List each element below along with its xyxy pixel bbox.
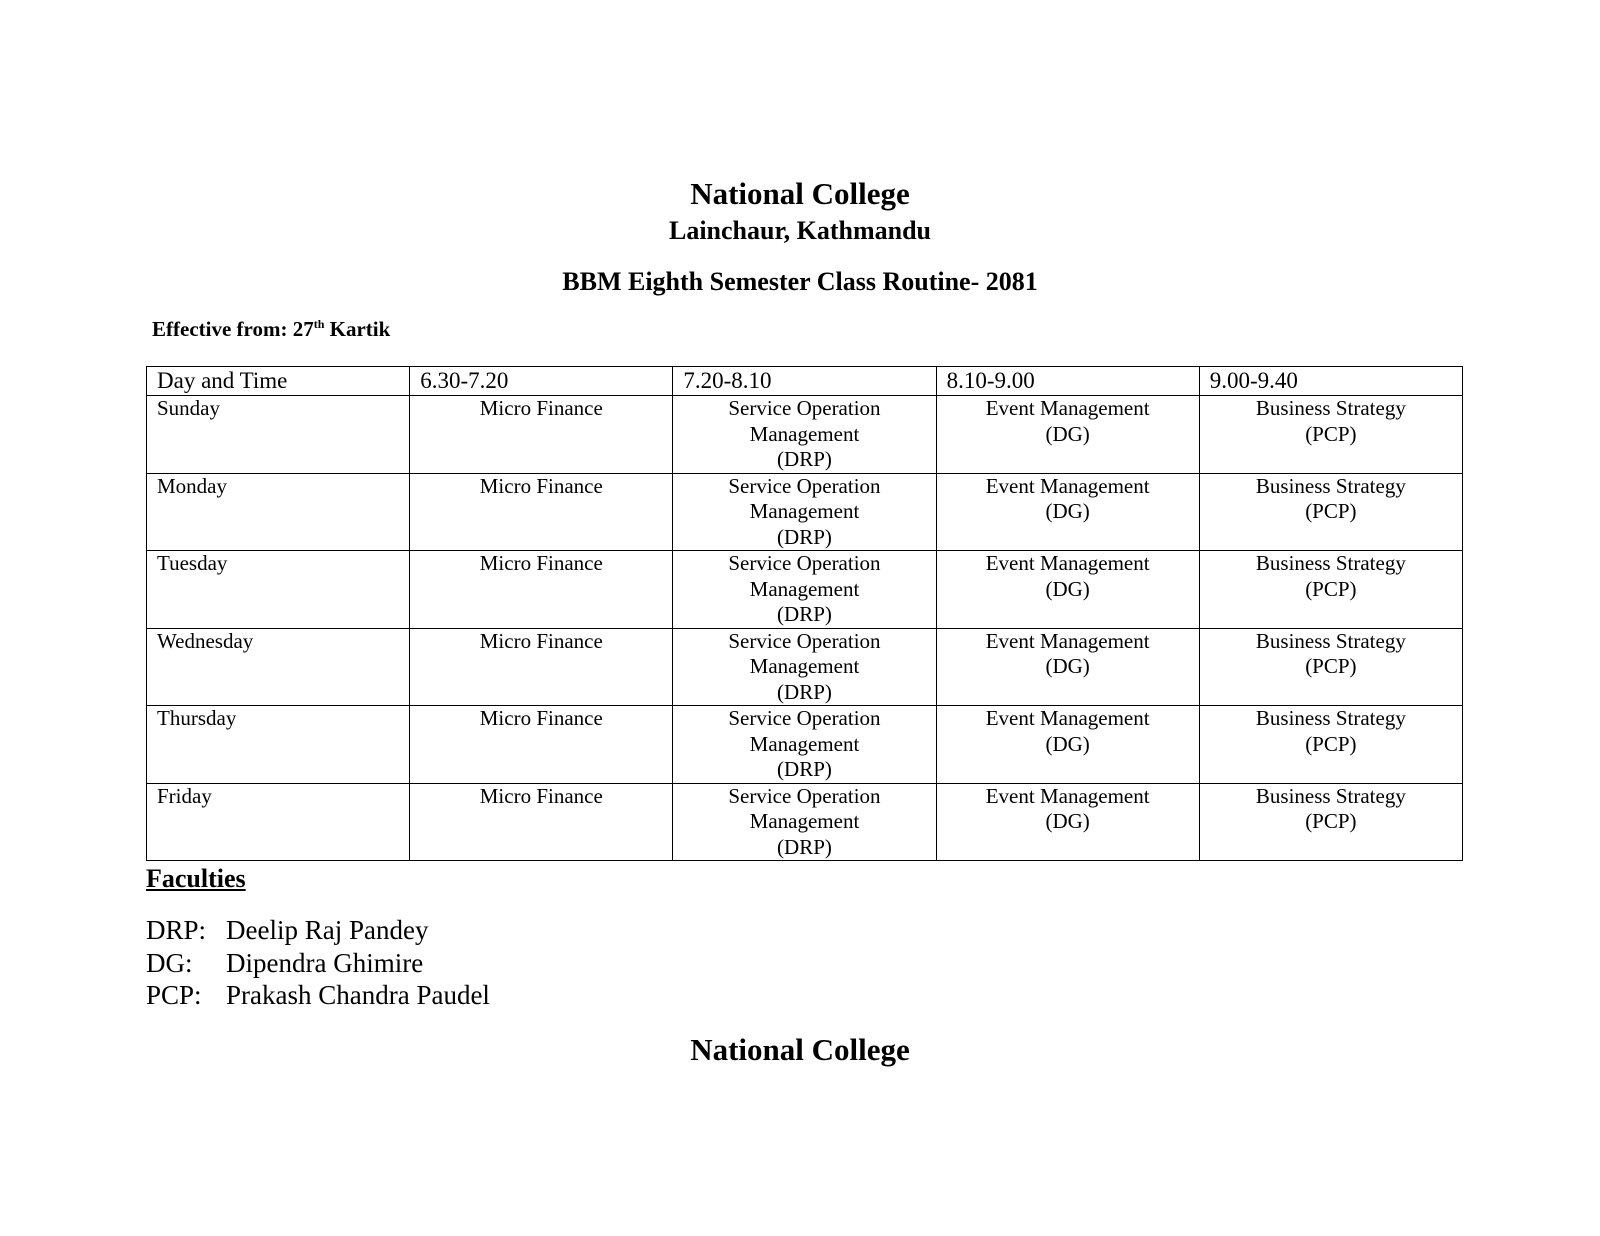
class-cell-line: Management xyxy=(749,499,860,523)
column-header: 6.30-7.20 xyxy=(410,367,673,396)
day-cell: Friday xyxy=(147,783,410,861)
class-cell-line: (DG) xyxy=(1045,499,1090,523)
table-row xyxy=(147,551,1463,629)
class-cell xyxy=(1199,783,1462,861)
class-cell-line: (PCP) xyxy=(1305,499,1357,523)
table-row xyxy=(147,473,1463,551)
effective-date xyxy=(152,317,390,342)
table-row xyxy=(147,783,1463,861)
table-row xyxy=(147,396,1463,474)
faculty-list xyxy=(146,914,490,1012)
day-cell: Wednesday xyxy=(147,628,410,706)
class-cell-line: Service Operation xyxy=(728,473,881,498)
faculty-item xyxy=(146,914,490,947)
class-cell-line: Management xyxy=(749,731,860,756)
faculty-name: Prakash Chandra Paudel xyxy=(226,980,490,1010)
class-cell-line: Event Management xyxy=(985,396,1150,420)
class-cell xyxy=(673,783,936,861)
class-cell-line: Micro Finance xyxy=(479,473,603,498)
class-cell-line: Service Operation xyxy=(728,628,881,653)
college-name-footer: National College xyxy=(690,1032,910,1067)
class-cell-line: Service Operation xyxy=(728,396,881,420)
class-cell-line: (DG) xyxy=(1045,576,1090,601)
table-header-row xyxy=(147,367,1463,396)
class-cell xyxy=(410,628,673,706)
class-cell-line: (DRP) xyxy=(777,834,832,859)
class-cell-line: (DRP) xyxy=(777,757,832,781)
class-cell-line: (DG) xyxy=(1045,421,1090,446)
class-cell-line: (DG) xyxy=(1045,809,1090,833)
class-cell-line: (DRP) xyxy=(777,447,832,471)
class-cell-line: Event Management xyxy=(985,706,1150,730)
class-cell xyxy=(410,551,673,629)
class-cell-line: Business Strategy xyxy=(1255,396,1406,420)
class-cell-line: Management xyxy=(749,576,860,601)
faculties-heading: Faculties xyxy=(146,864,246,893)
class-cell-line: Business Strategy xyxy=(1255,706,1406,730)
column-header: Day and Time xyxy=(147,367,410,396)
class-cell xyxy=(410,396,673,474)
class-cell xyxy=(673,706,936,784)
college-name: National College xyxy=(690,176,910,211)
class-cell-line: Business Strategy xyxy=(1255,551,1406,575)
class-cell-line: Business Strategy xyxy=(1255,628,1406,653)
faculty-name: Deelip Raj Pandey xyxy=(226,915,429,945)
college-address: Lainchaur, Kathmandu xyxy=(668,216,932,245)
faculty-code: PCP: xyxy=(146,980,202,1010)
class-cell xyxy=(936,706,1199,784)
column-header: 9.00-9.40 xyxy=(1199,367,1462,396)
class-cell-line: Micro Finance xyxy=(479,551,603,575)
class-cell-line: (PCP) xyxy=(1305,809,1357,833)
routine-body xyxy=(147,396,1463,861)
day-cell: Thursday xyxy=(147,706,410,784)
class-cell-line: (DRP) xyxy=(777,602,832,626)
class-cell-line: (DRP) xyxy=(777,679,832,704)
day-cell: Monday xyxy=(147,473,410,551)
class-cell-line: Micro Finance xyxy=(479,706,603,730)
class-cell xyxy=(1199,706,1462,784)
column-header: 7.20-8.10 xyxy=(673,367,936,396)
class-cell xyxy=(410,473,673,551)
column-header: 8.10-9.00 xyxy=(936,367,1199,396)
faculty-item xyxy=(146,979,490,1012)
faculty-code: DG: xyxy=(146,947,193,978)
class-cell xyxy=(1199,628,1462,706)
class-cell xyxy=(936,473,1199,551)
class-cell-line: Event Management xyxy=(985,783,1150,808)
class-cell-line: Business Strategy xyxy=(1255,783,1406,808)
table-row xyxy=(147,706,1463,784)
class-cell xyxy=(1199,396,1462,474)
effective-ordinal: th xyxy=(313,317,325,331)
class-cell xyxy=(673,551,936,629)
class-cell-line: (PCP) xyxy=(1305,421,1357,446)
class-cell xyxy=(1199,473,1462,551)
class-cell-line: Management xyxy=(749,654,860,678)
routine-title: BBM Eighth Semester Class Routine- 2081 xyxy=(562,267,1038,296)
routine-table xyxy=(146,366,1463,861)
class-cell xyxy=(410,706,673,784)
class-cell-line: (DG) xyxy=(1045,654,1090,678)
table-row xyxy=(147,628,1463,706)
class-cell-line: Micro Finance xyxy=(479,628,603,653)
faculty-name: Dipendra Ghimire xyxy=(226,947,424,978)
day-cell: Tuesday xyxy=(147,551,410,629)
class-cell-line: Micro Finance xyxy=(479,396,603,420)
class-cell-line: Event Management xyxy=(985,473,1150,498)
effective-label: Effective from: 27 xyxy=(152,317,314,341)
class-cell-line: Service Operation xyxy=(728,706,881,730)
class-cell-line: (PCP) xyxy=(1305,654,1357,678)
faculty-item xyxy=(146,947,490,980)
day-cell: Sunday xyxy=(147,396,410,474)
class-cell-line: (DG) xyxy=(1045,731,1090,756)
class-cell-line: Service Operation xyxy=(728,551,881,575)
effective-month: Kartik xyxy=(324,317,391,341)
class-cell-line: (PCP) xyxy=(1305,576,1357,601)
class-cell-line: Event Management xyxy=(985,551,1150,575)
class-cell xyxy=(936,628,1199,706)
class-cell-line: (PCP) xyxy=(1305,731,1357,756)
class-cell-line: Event Management xyxy=(985,628,1150,653)
class-cell-line: Management xyxy=(749,809,860,833)
class-cell xyxy=(936,551,1199,629)
class-cell-line: Management xyxy=(749,421,860,446)
class-cell xyxy=(936,783,1199,861)
class-cell xyxy=(936,396,1199,474)
class-cell-line: Service Operation xyxy=(728,783,881,808)
class-cell-line: Business Strategy xyxy=(1255,473,1406,498)
class-cell-line: Micro Finance xyxy=(479,783,603,808)
class-cell xyxy=(410,783,673,861)
class-cell xyxy=(1199,551,1462,629)
class-cell xyxy=(673,396,936,474)
class-cell-line: (DRP) xyxy=(777,524,832,549)
class-cell xyxy=(673,473,936,551)
faculty-code: DRP: xyxy=(146,915,207,945)
class-cell xyxy=(673,628,936,706)
